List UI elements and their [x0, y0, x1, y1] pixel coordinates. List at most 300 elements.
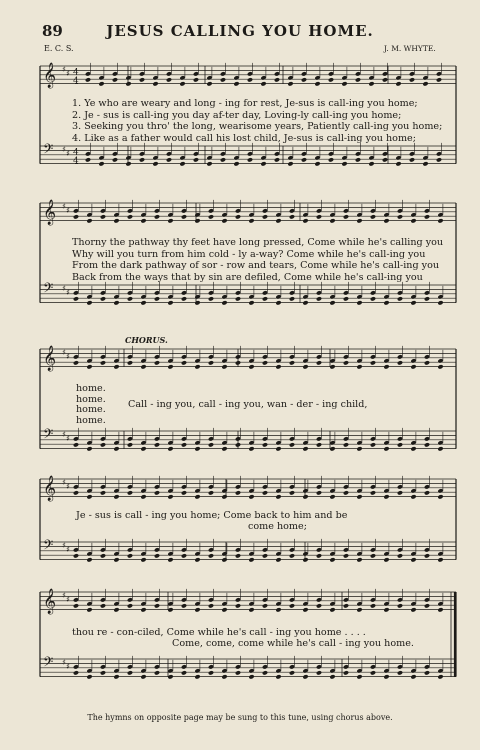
words-credit: E. C. S. [44, 44, 74, 53]
bass-clef-icon: 𝄢 [43, 537, 54, 556]
note-head [289, 360, 295, 365]
note-head [343, 360, 349, 365]
note-head [140, 494, 146, 499]
note-head [181, 214, 187, 219]
note-head [98, 81, 104, 86]
note-head [262, 603, 268, 608]
note-head [208, 603, 214, 608]
note-head [100, 360, 106, 365]
note-head [356, 300, 362, 305]
note-head [436, 77, 442, 82]
note-head [262, 214, 268, 219]
note-head [437, 494, 443, 499]
note-head [383, 218, 389, 223]
note-head [274, 77, 280, 82]
note-head [343, 442, 349, 447]
time-signature: 4 [73, 148, 79, 158]
note-head [220, 77, 226, 82]
note-head [206, 81, 212, 86]
note-head [113, 607, 119, 612]
treble-clef-icon: 𝄞 [43, 346, 57, 371]
note-head [274, 157, 280, 162]
note-head [140, 364, 146, 369]
note-head [424, 360, 430, 365]
note-head [193, 157, 199, 162]
note-head [329, 557, 335, 562]
note-head [370, 296, 376, 301]
note-head [410, 300, 416, 305]
sharp-icon: ♯ [62, 541, 66, 550]
note-head [73, 553, 79, 558]
chorus-lyrics-row3: Call - ing you, call - ing you, wan - der - ing child, [128, 399, 368, 410]
note-head [397, 670, 403, 675]
note-head [436, 157, 442, 162]
note-head [383, 674, 389, 679]
page-number: 89 [42, 22, 63, 40]
note-head [395, 81, 401, 86]
note-head [329, 607, 335, 612]
home-ending: home. [76, 383, 106, 394]
note-head [343, 553, 349, 558]
note-head [316, 296, 322, 301]
note-head [302, 674, 308, 679]
note-head [289, 490, 295, 495]
note-head [86, 300, 92, 305]
sharp-icon: ♯ [66, 595, 70, 604]
sharp-icon: ♯ [62, 478, 66, 487]
note-head [154, 442, 160, 447]
note-head [154, 296, 160, 301]
note-head [383, 607, 389, 612]
note-head [154, 360, 160, 365]
note-head [208, 442, 214, 447]
note-head [194, 607, 200, 612]
note-head [194, 218, 200, 223]
note-head [424, 296, 430, 301]
note-head [113, 446, 119, 451]
note-head [383, 364, 389, 369]
treble-clef-icon: 𝄞 [43, 476, 57, 501]
verse-1-line: 1. Ye who are weary and long - ing for rest, Je-sus is call-ing you home; [72, 98, 418, 109]
note-head [424, 442, 430, 447]
note-head [397, 360, 403, 365]
note-head [221, 446, 227, 451]
note-head [356, 494, 362, 499]
note-head [316, 214, 322, 219]
note-head [154, 670, 160, 675]
bass-clef-icon: 𝄢 [43, 280, 54, 299]
note-head [154, 603, 160, 608]
note-head [181, 360, 187, 365]
note-head [127, 360, 133, 365]
sharp-icon: ♯ [62, 65, 66, 74]
note-head [302, 494, 308, 499]
note-head [409, 77, 415, 82]
note-head [437, 674, 443, 679]
sharp-icon: ♯ [66, 662, 70, 671]
note-head [73, 296, 79, 301]
home-endings [76, 384, 106, 426]
note-head [86, 364, 92, 369]
note-head [248, 446, 254, 451]
note-head [316, 360, 322, 365]
note-head [235, 553, 241, 558]
note-head [329, 218, 335, 223]
note-head [247, 157, 253, 162]
note-head [167, 364, 173, 369]
note-head [181, 553, 187, 558]
note-head [112, 157, 118, 162]
note-head [410, 674, 416, 679]
note-head [127, 214, 133, 219]
note-head [221, 218, 227, 223]
note-head [194, 557, 200, 562]
note-head [206, 161, 212, 166]
note-head [289, 553, 295, 558]
verse-lyrics-row1 [72, 98, 442, 144]
note-head [275, 218, 281, 223]
note-head [127, 670, 133, 675]
note-head [248, 364, 254, 369]
note-head [112, 77, 118, 82]
note-head [113, 300, 119, 305]
note-head [355, 157, 361, 162]
note-head [167, 494, 173, 499]
note-head [73, 442, 79, 447]
note-head [86, 607, 92, 612]
note-head [383, 446, 389, 451]
note-head [140, 557, 146, 562]
note-head [113, 557, 119, 562]
note-head [275, 446, 281, 451]
chorus-alto-row5: Come, come, come while he's call - ing you home. [172, 638, 414, 649]
note-head [98, 161, 104, 166]
note-head [397, 603, 403, 608]
note-head [179, 81, 185, 86]
note-head [154, 214, 160, 219]
time-signature: 4 [73, 68, 79, 78]
verse-lyrics-row2 [72, 237, 443, 283]
note-head [73, 360, 79, 365]
hymn-title: JESUS CALLING YOU HOME. [106, 22, 374, 40]
treble-clef-icon: 𝄞 [43, 200, 57, 225]
footer-note: The hymns on opposite page may be sung to this tune, using chorus above. [87, 713, 393, 722]
note-head [302, 446, 308, 451]
note-head [343, 214, 349, 219]
note-head [287, 161, 293, 166]
note-head [289, 442, 295, 447]
note-head [248, 218, 254, 223]
verse-2-line: Why will you turn from him cold - ly a-way? Come while he's call-ing you [72, 248, 426, 260]
sharp-icon: ♯ [62, 202, 66, 211]
note-head [356, 446, 362, 451]
note-head [208, 670, 214, 675]
note-head [235, 490, 241, 495]
bass-clef-icon: 𝄢 [43, 426, 54, 445]
note-head [356, 557, 362, 562]
note-head [262, 670, 268, 675]
note-head [86, 218, 92, 223]
note-head [260, 161, 266, 166]
note-head [220, 157, 226, 162]
note-head [410, 557, 416, 562]
note-head [289, 296, 295, 301]
note-head [100, 553, 106, 558]
chorus-lyrics-row4: Je - sus is call - ing you home; Come back to him and be [76, 510, 348, 521]
note-head [410, 607, 416, 612]
time-signature: 4 [73, 156, 79, 167]
note-head [125, 161, 131, 166]
note-head [140, 300, 146, 305]
chorus-label: CHORUS. [125, 335, 168, 345]
note-head [289, 670, 295, 675]
note-head [152, 81, 158, 86]
note-head [86, 494, 92, 499]
note-head [235, 360, 241, 365]
note-head [235, 442, 241, 447]
note-head [262, 360, 268, 365]
note-head [140, 446, 146, 451]
note-head [275, 494, 281, 499]
note-head [140, 674, 146, 679]
note-head [422, 161, 428, 166]
note-head [73, 490, 79, 495]
home-ending: home. [76, 404, 106, 415]
sharp-icon: ♯ [66, 545, 70, 554]
verse-2-line: 2. Je - sus is call-ing you day af-ter day, Loving-ly call-ing you home; [72, 109, 402, 121]
note-head [424, 490, 430, 495]
note-head [314, 81, 320, 86]
sharp-icon: ♯ [66, 206, 70, 215]
note-head [262, 296, 268, 301]
note-head [167, 300, 173, 305]
note-head [194, 364, 200, 369]
note-head [356, 607, 362, 612]
note-head [422, 81, 428, 86]
note-head [166, 157, 172, 162]
bass-clef-icon: 𝄢 [43, 141, 54, 160]
note-head [328, 77, 334, 82]
note-head [154, 553, 160, 558]
note-head [397, 214, 403, 219]
note-head [86, 557, 92, 562]
note-head [233, 161, 239, 166]
note-head [152, 161, 158, 166]
note-head [208, 360, 214, 365]
note-head [410, 446, 416, 451]
note-head [127, 296, 133, 301]
note-head [302, 300, 308, 305]
note-head [437, 557, 443, 562]
note-head [127, 603, 133, 608]
note-head [382, 157, 388, 162]
sharp-icon: ♯ [66, 434, 70, 443]
note-head [341, 81, 347, 86]
note-head [235, 670, 241, 675]
note-head [316, 490, 322, 495]
note-head [233, 81, 239, 86]
note-head [316, 553, 322, 558]
note-head [221, 607, 227, 612]
note-head [154, 490, 160, 495]
note-head [397, 442, 403, 447]
note-head [127, 490, 133, 495]
note-head [127, 553, 133, 558]
bass-clef-icon: 𝄢 [43, 654, 54, 673]
note-head [127, 442, 133, 447]
verse-1-line: Thorny the pathway thy feet have long pressed, Come while he's calling you [72, 237, 444, 248]
note-head [302, 364, 308, 369]
note-head [113, 494, 119, 499]
note-head [316, 442, 322, 447]
note-head [221, 300, 227, 305]
note-head [235, 603, 241, 608]
note-head [437, 446, 443, 451]
note-head [73, 670, 79, 675]
note-head [140, 218, 146, 223]
note-head [437, 300, 443, 305]
note-head [409, 157, 415, 162]
note-head [328, 157, 334, 162]
note-head [302, 218, 308, 223]
note-head [368, 81, 374, 86]
sharp-icon: ♯ [62, 591, 66, 600]
note-head [275, 607, 281, 612]
note-head [397, 490, 403, 495]
note-head [113, 218, 119, 223]
treble-clef-icon: 𝄞 [43, 589, 57, 614]
note-head [437, 218, 443, 223]
note-head [73, 603, 79, 608]
note-head [275, 674, 281, 679]
note-head [179, 161, 185, 166]
home-ending: home. [76, 414, 106, 426]
note-head [275, 364, 281, 369]
note-head [370, 670, 376, 675]
note-head [370, 214, 376, 219]
note-head [410, 218, 416, 223]
note-head [248, 557, 254, 562]
note-head [329, 300, 335, 305]
note-head [140, 607, 146, 612]
chorus-alto-row4: come home; [248, 521, 307, 532]
note-head [208, 553, 214, 558]
note-head [194, 446, 200, 451]
note-head [301, 77, 307, 82]
note-head [100, 490, 106, 495]
verse-3-line: 3. Seeking you thro' the long, wearisome years, Patiently call-ing you home; [72, 121, 443, 133]
note-head [73, 214, 79, 219]
verse-4-line: Back from the ways that by sin are defiled, Come while he's call-ing you [72, 271, 423, 283]
note-head [368, 161, 374, 166]
note-head [437, 364, 443, 369]
note-head [424, 670, 430, 675]
note-head [316, 670, 322, 675]
note-head [194, 494, 200, 499]
note-head [208, 214, 214, 219]
note-head [289, 214, 295, 219]
note-head [221, 557, 227, 562]
note-head [343, 670, 349, 675]
note-head [86, 674, 92, 679]
note-head [100, 296, 106, 301]
note-head [302, 607, 308, 612]
note-head [383, 300, 389, 305]
note-head [410, 494, 416, 499]
note-head [235, 296, 241, 301]
note-head [166, 77, 172, 82]
note-head [262, 442, 268, 447]
note-head [343, 490, 349, 495]
note-head [221, 674, 227, 679]
sharp-icon: ♯ [66, 149, 70, 158]
note-head [356, 364, 362, 369]
note-head [181, 670, 187, 675]
sharp-icon: ♯ [62, 348, 66, 357]
note-head [248, 674, 254, 679]
note-head [167, 446, 173, 451]
note-head [262, 490, 268, 495]
note-head [395, 161, 401, 166]
note-head [424, 553, 430, 558]
note-head [302, 557, 308, 562]
sharp-icon: ♯ [66, 69, 70, 78]
note-head [181, 442, 187, 447]
note-head [329, 674, 335, 679]
note-head [410, 364, 416, 369]
note-head [100, 442, 106, 447]
note-head [167, 557, 173, 562]
note-head [397, 296, 403, 301]
verse-4-line: 4. Like as a father would call his lost child, Je-sus is call-ing you home; [72, 132, 416, 144]
note-head [125, 81, 131, 86]
note-head [383, 557, 389, 562]
note-head [194, 674, 200, 679]
sharp-icon: ♯ [62, 430, 66, 439]
note-head [100, 214, 106, 219]
time-signature: 4 [73, 76, 79, 87]
note-head [221, 364, 227, 369]
note-head [247, 77, 253, 82]
note-head [287, 81, 293, 86]
note-head [85, 157, 91, 162]
note-head [113, 674, 119, 679]
note-head [341, 161, 347, 166]
note-head [181, 296, 187, 301]
note-head [193, 77, 199, 82]
note-head [260, 81, 266, 86]
treble-clef-icon: 𝄞 [43, 63, 57, 88]
note-head [139, 157, 145, 162]
sharp-icon: ♯ [62, 284, 66, 293]
music-credit: J. M. WHYTE. [384, 44, 436, 53]
note-head [208, 490, 214, 495]
note-head [329, 494, 335, 499]
chorus-lyrics-row5: thou re - con-ciled, Come while he's call - ing you home . . . . [72, 627, 366, 638]
sharp-icon: ♯ [62, 145, 66, 154]
note-head [356, 218, 362, 223]
note-head [343, 296, 349, 301]
note-head [355, 77, 361, 82]
note-head [221, 494, 227, 499]
sharp-icon: ♯ [66, 288, 70, 297]
note-head [397, 553, 403, 558]
note-head [194, 300, 200, 305]
note-head [382, 77, 388, 82]
note-head [248, 607, 254, 612]
note-head [85, 77, 91, 82]
note-head [100, 670, 106, 675]
